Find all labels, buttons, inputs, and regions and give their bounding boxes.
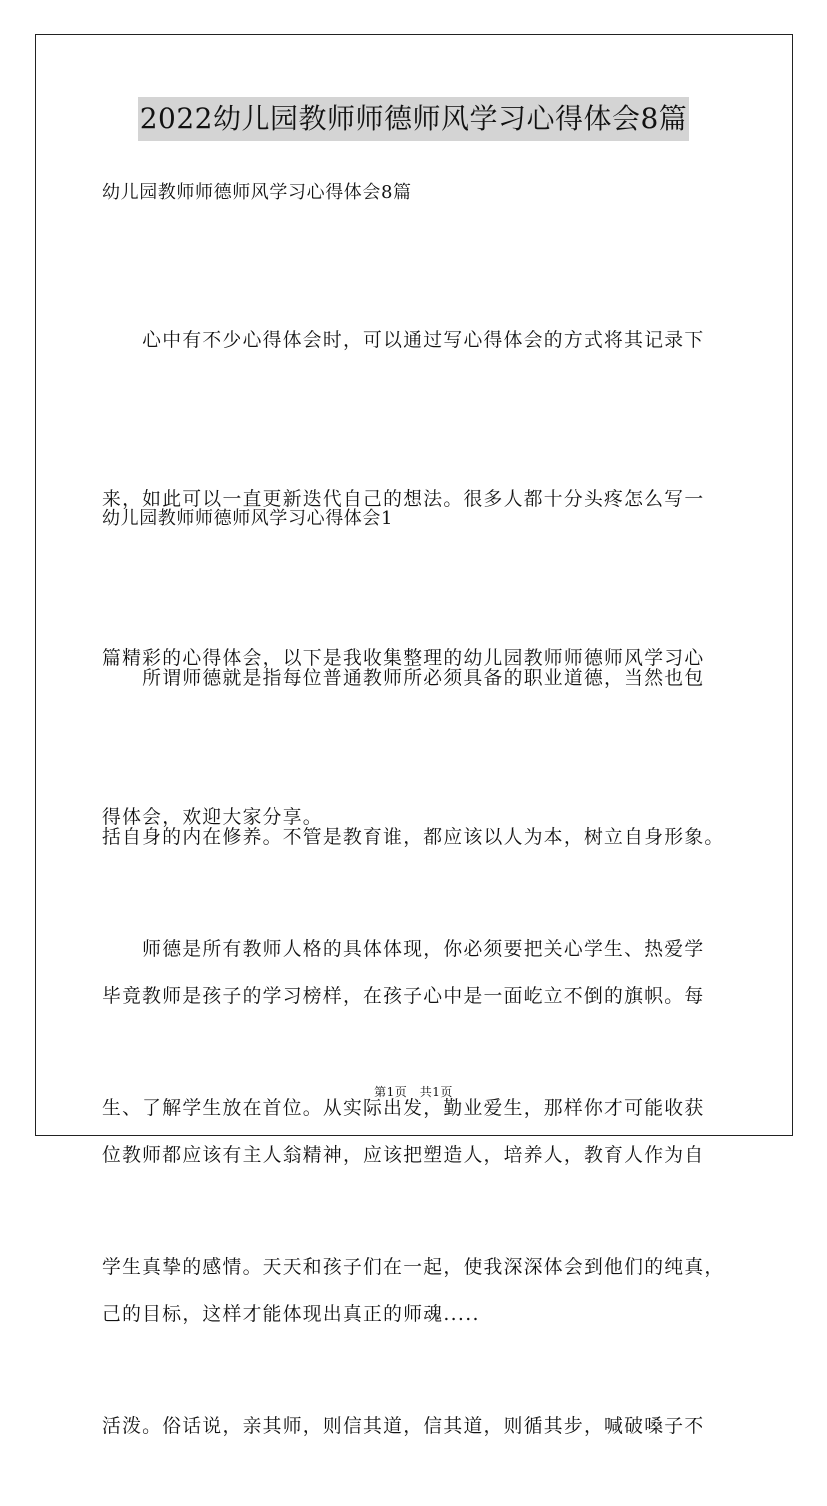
- paragraph-1-line: 所谓师德就是指每位普通教师所必须具备的职业道德，当然也包: [102, 668, 705, 689]
- intro-line: 来，如此可以一直更新迭代自己的想法。很多人都十分头疼怎么写一: [102, 489, 705, 510]
- paragraph-1-line: 己的目标，这样才能体现出真正的师魂.....: [102, 1304, 480, 1325]
- paragraph-2-line: 师德是所有教师人格的具体体现，你必须要把关心学生、热爱学: [102, 939, 705, 960]
- paragraph-2-line: 活泼。俗话说，亲其师，则信其道，信其道，则循其步，喊破嗓子不: [102, 1416, 705, 1437]
- intro-line: 篇精彩的心得体会，以下是我收集整理的幼儿园教师师德师风学习心: [102, 648, 705, 669]
- paragraph-1-line: 位教师都应该有主人翁精神，应该把塑造人，培养人，教育人作为自: [102, 1145, 705, 1166]
- section-heading: 幼儿园教师师德师风学习心得体会1: [102, 508, 394, 529]
- paragraph-1-line: 毕竟教师是孩子的学习榜样，在孩子心中是一面屹立不倒的旗帜。每: [102, 986, 705, 1007]
- document-subtitle: 幼儿园教师师德师风学习心得体会8篇: [102, 182, 412, 203]
- paragraph-1-line: 括自身的内在修养。不管是教育谁，都应该以人为本，树立自身形象。: [102, 827, 725, 848]
- document-title: 2022幼儿园教师师德师风学习心得体会8篇: [138, 97, 690, 141]
- paragraph-2-line: 生、了解学生放在首位。从实际出发，勤业爱生，那样你才可能收获: [102, 1098, 705, 1119]
- title-container: [0, 97, 827, 141]
- paragraph-2: [102, 817, 742, 1506]
- intro-line: 得体会，欢迎大家分享。: [102, 807, 323, 828]
- paragraph-2-line: 学生真挚的感情。天天和孩子们在一起，使我深深体会到他们的纯真，: [102, 1257, 725, 1278]
- intro-line: 心中有不少心得体会时，可以通过写心得体会的方式将其记录下: [102, 330, 705, 351]
- page-footer: 第1页 共1页: [374, 1085, 453, 1099]
